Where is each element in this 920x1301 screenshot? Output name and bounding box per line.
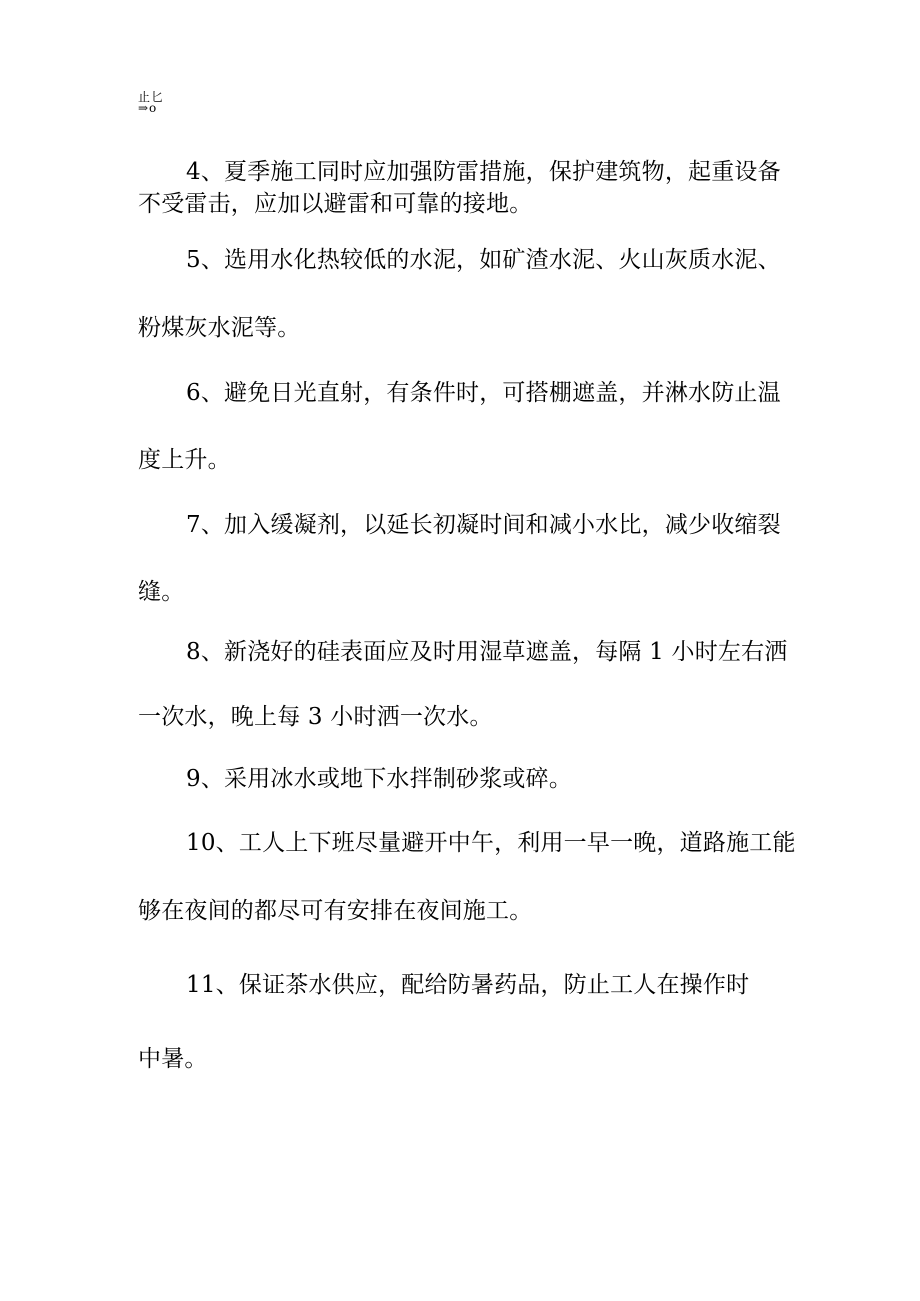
text-fragment: 止匕 ⇒o	[138, 90, 165, 115]
paragraph-4-line-2: 不受雷击，应加以避雷和可靠的接地。	[138, 191, 533, 217]
paragraph-5-line-2: 粉煤灰水泥等。	[138, 315, 301, 341]
paragraph-8-line-1: 8、新浇好的硅表面应及时用湿草遮盖，每隔 1 小时左右洒	[186, 639, 788, 665]
paragraph-11-line-2: 中暑。	[138, 1046, 208, 1072]
paragraph-6-line-2: 度上升。	[138, 447, 231, 473]
paragraph-9-line-1: 9、采用冰水或地下水拌制砂浆或碎。	[186, 766, 573, 792]
paragraph-5-line-1: 5、选用水化热较低的水泥，如矿渣水泥、火山灰质水泥、	[186, 247, 781, 273]
paragraph-10-line-2: 够在夜间的都尽可有安排在夜间施工。	[138, 898, 533, 924]
paragraph-4-line-1: 4、夏季施工同时应加强防雷措施，保护建筑物，起重设备	[186, 159, 781, 185]
paragraph-10-line-1: 10、工人上下班尽量避开中午，利用一早一晚，道路施工能	[186, 830, 796, 856]
paragraph-11-line-1: 11、保证茶水供应，配给防暑药品，防止工人在操作时	[186, 972, 750, 998]
paragraph-8-line-2: 一次水，晚上每 3 小时洒一次水。	[138, 704, 493, 730]
paragraph-7-line-1: 7、加入缓凝剂，以延长初凝时间和减小水比，减少收缩裂	[186, 512, 781, 538]
paragraph-6-line-1: 6、避免日光直射，有条件时，可搭棚遮盖，并淋水防止温	[186, 380, 781, 406]
paragraph-7-line-2: 缝。	[138, 579, 185, 605]
